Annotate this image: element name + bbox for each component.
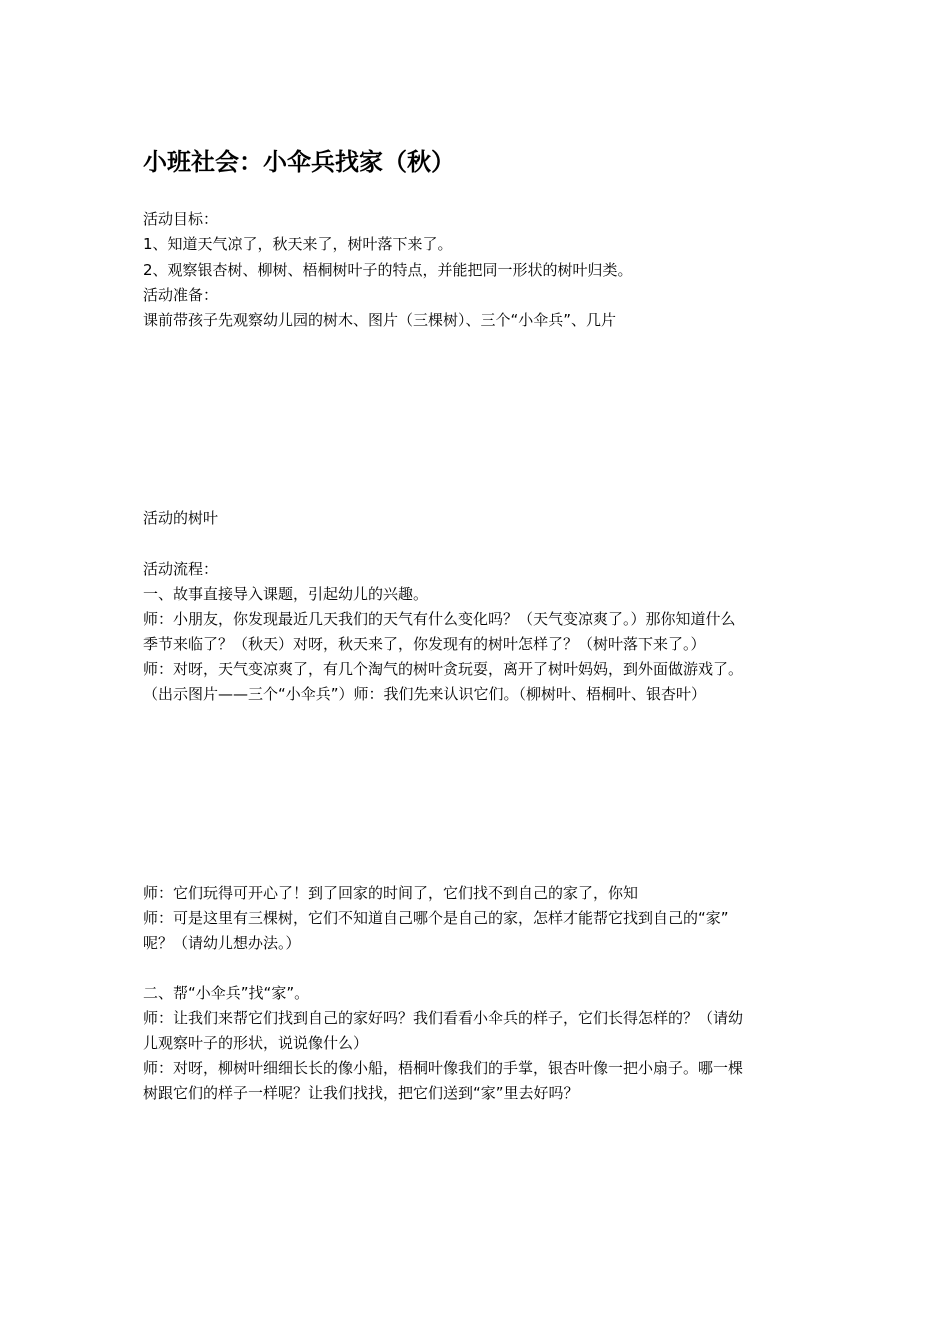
step1-paragraph-line: （出示图片——三个“小伞兵”）师：我们先来认识它们。（柳树叶、梧桐叶、银杏叶） <box>143 685 707 703</box>
step2-paragraph-line: 师：对呀，柳树叶细细长长的像小船，梧桐叶像我们的手掌，银杏叶像一把小扇子。哪一棵 <box>143 1059 744 1077</box>
prep-text-continued: 活动的树叶 <box>143 509 219 527</box>
step2-paragraph-line: 树跟它们的样子一样呢？让我们找找，把它们送到“家”里去好吗？ <box>143 1084 579 1102</box>
document-title: 小班社会：小伞兵找家（秋） <box>143 148 455 176</box>
goals-heading: 活动目标： <box>143 210 219 228</box>
step1-paragraph-line: 季节来临了？（秋天）对呀，秋天来了，你发现有的树叶怎样了？（树叶落下来了。） <box>143 635 706 653</box>
prep-heading: 活动准备： <box>143 286 219 304</box>
step2-paragraph-line: 儿观察叶子的形状，说说像什么） <box>143 1034 369 1052</box>
step1-paragraph-line: 师：可是这里有三棵树，它们不知道自己哪个是自己的家，怎样才能帮它找到自己的“家” <box>143 909 729 927</box>
step1-paragraph-line: 师：小朋友，你发现最近几天我们的天气有什么变化吗？（天气变凉爽了。）那你知道什么 <box>143 610 736 628</box>
step2-heading: 二、帮“小伞兵”找“家”。 <box>143 984 310 1002</box>
process-heading: 活动流程： <box>143 560 219 578</box>
step1-heading: 一、故事直接导入课题，引起幼儿的兴趣。 <box>143 585 429 603</box>
goal-item-1: 1、知道天气凉了，秋天来了，树叶落下来了。 <box>143 235 453 253</box>
step1-paragraph-line: 呢？（请幼儿想办法。） <box>143 934 301 952</box>
step2-paragraph-line: 师：让我们来帮它们找到自己的家好吗？我们看看小伞兵的样子，它们长得怎样的？（请幼 <box>143 1009 744 1027</box>
step1-paragraph-line: 师：对呀，天气变凉爽了，有几个淘气的树叶贪玩耍，离开了树叶妈妈，到外面做游戏了。 <box>143 660 744 678</box>
goal-item-2: 2、观察银杏树、柳树、梧桐树叶子的特点，并能把同一形状的树叶归类。 <box>143 261 633 279</box>
prep-text: 课前带孩子先观察幼儿园的树木、图片（三棵树）、三个“小伞兵”、几片 <box>143 311 617 329</box>
step1-paragraph-line: 师：它们玩得可开心了！到了回家的时间了，它们找不到自己的家了，你知 <box>143 884 639 902</box>
